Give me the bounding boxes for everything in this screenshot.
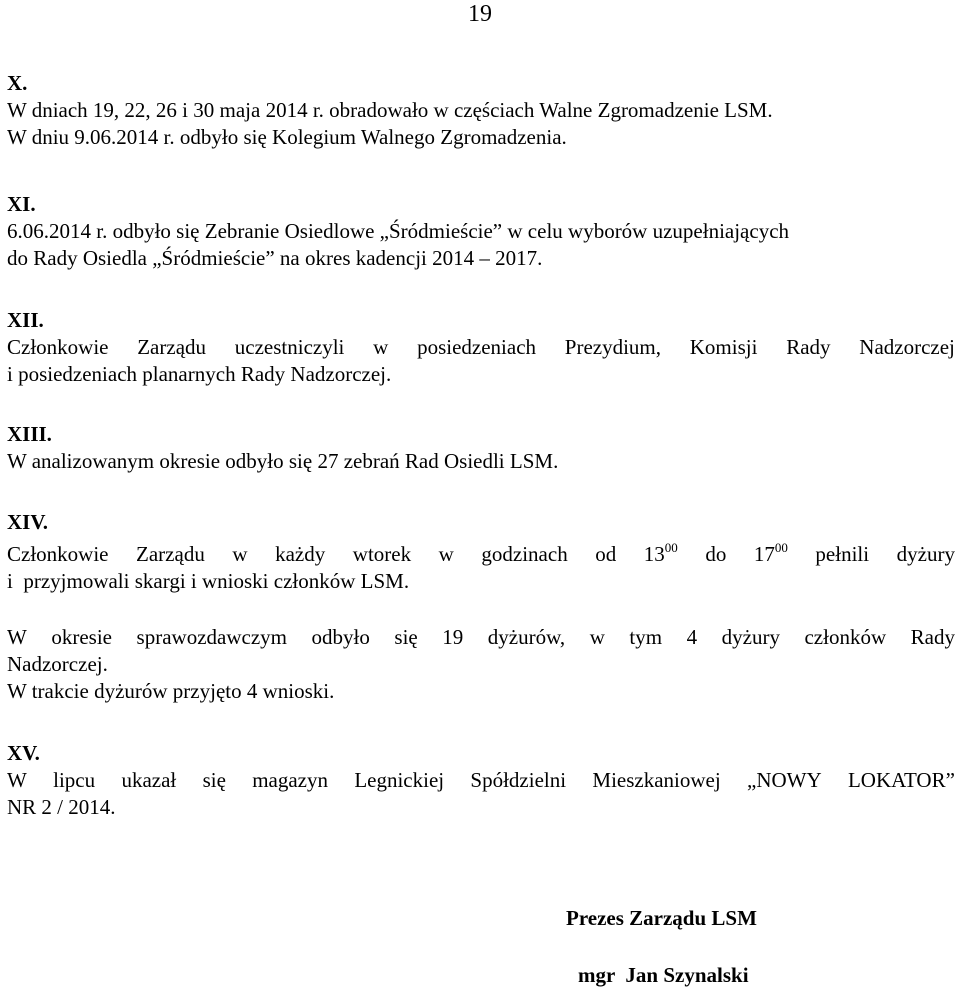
word: Rady — [786, 335, 831, 359]
word: lipcu — [53, 768, 96, 792]
section-heading: XI. — [7, 192, 36, 216]
justified-line — [7, 334, 955, 361]
word: Spółdzielni — [470, 768, 567, 792]
word: tym — [629, 625, 663, 649]
word: Członkowie — [7, 542, 109, 566]
word: W — [7, 625, 27, 649]
word: Legnickiej — [354, 768, 445, 792]
paragraph-line: W trakcie dyżurów przyjęto 4 wnioski. — [7, 679, 335, 703]
section-xiv-paragraph-2 — [7, 624, 955, 705]
word: Nadzorczej — [859, 335, 955, 359]
word: dyżury — [721, 625, 780, 649]
word: Zarządu — [137, 335, 207, 359]
word: Komisji — [689, 335, 758, 359]
section-xi — [7, 191, 955, 272]
section-heading: XV. — [7, 741, 40, 765]
word: do — [705, 542, 727, 566]
justified-line — [7, 767, 955, 794]
word: ukazał — [121, 768, 177, 792]
paragraph-line: i posiedzeniach planarnych Rady Nadzorczej. — [7, 362, 392, 386]
paragraph-line: W dniu 9.06.2014 r. odbyło się Kolegium Walnego Zgromadzenia. — [7, 125, 567, 149]
word: godzinach — [481, 542, 568, 566]
paragraph-line: do Rady Osiedla „Śródmieście” na okres kadencji 2014 – 2017. — [7, 246, 543, 270]
word: Członkowie — [7, 335, 109, 359]
word: dyżury — [896, 542, 955, 566]
word: sprawozdawczym — [136, 625, 287, 649]
word: dyżurów, — [487, 625, 566, 649]
page-number: 19 — [468, 1, 492, 27]
word: Zarządu — [136, 542, 205, 566]
paragraph-line: Nadzorczej. — [7, 652, 108, 676]
word: LOKATOR” — [847, 768, 955, 792]
word: 19 — [442, 625, 464, 649]
word: Rady — [910, 625, 955, 649]
paragraph-line: i przyjmowali skargi i wnioski członków LSM. — [7, 569, 410, 593]
minutes-superscript: 00 — [664, 540, 678, 555]
word: w — [589, 625, 605, 649]
signature-title: Prezes Zarządu LSM — [566, 906, 757, 930]
time-end — [754, 541, 788, 568]
word: się — [394, 625, 418, 649]
section-xiii — [7, 421, 955, 475]
word: Prezydium, — [564, 335, 662, 359]
word: posiedzeniach — [417, 335, 537, 359]
paragraph-line: W dniach 19, 22, 26 i 30 maja 2014 r. obradowało w częściach Walne Zgromadzenie LSM. — [7, 98, 773, 122]
word: W — [7, 768, 27, 792]
word: odbyło — [311, 625, 370, 649]
section-heading: XII. — [7, 308, 44, 332]
justified-line — [7, 624, 955, 651]
justified-line — [7, 541, 955, 568]
word: Mieszkaniowej — [592, 768, 721, 792]
signature-name: mgr Jan Szynalski — [578, 963, 749, 987]
section-heading: XIII. — [7, 422, 52, 446]
section-xiv — [7, 509, 955, 595]
minutes-superscript: 00 — [774, 540, 788, 555]
word: magazyn — [252, 768, 328, 792]
section-heading: XIV. — [7, 510, 49, 534]
word: wtorek — [352, 542, 412, 566]
word: każdy — [275, 542, 326, 566]
word: 4 — [686, 625, 698, 649]
word: uczestniczyli — [234, 335, 345, 359]
word: okresie — [51, 625, 113, 649]
paragraph-line: 6.06.2014 r. odbyło się Zebranie Osiedlowe „Śródmieście” w celu wyborów uzupełniających — [7, 219, 790, 243]
paragraph-line: NR 2 / 2014. — [7, 795, 116, 819]
paragraph-line: W analizowanym okresie odbyło się 27 zebrań Rad Osiedli LSM. — [7, 449, 559, 473]
word: się — [202, 768, 226, 792]
word: członków — [804, 625, 887, 649]
word: w — [373, 335, 389, 359]
word: w — [438, 542, 454, 566]
hour: 17 — [753, 542, 775, 566]
section-xv — [7, 740, 955, 821]
section-x — [7, 70, 955, 151]
section-xii — [7, 307, 955, 388]
word: od — [595, 542, 617, 566]
word: „NOWY — [747, 768, 822, 792]
hour: 13 — [643, 542, 665, 566]
word: w — [232, 542, 248, 566]
word: pełnili — [815, 542, 870, 566]
section-heading: X. — [7, 71, 28, 95]
time-start — [644, 541, 678, 568]
